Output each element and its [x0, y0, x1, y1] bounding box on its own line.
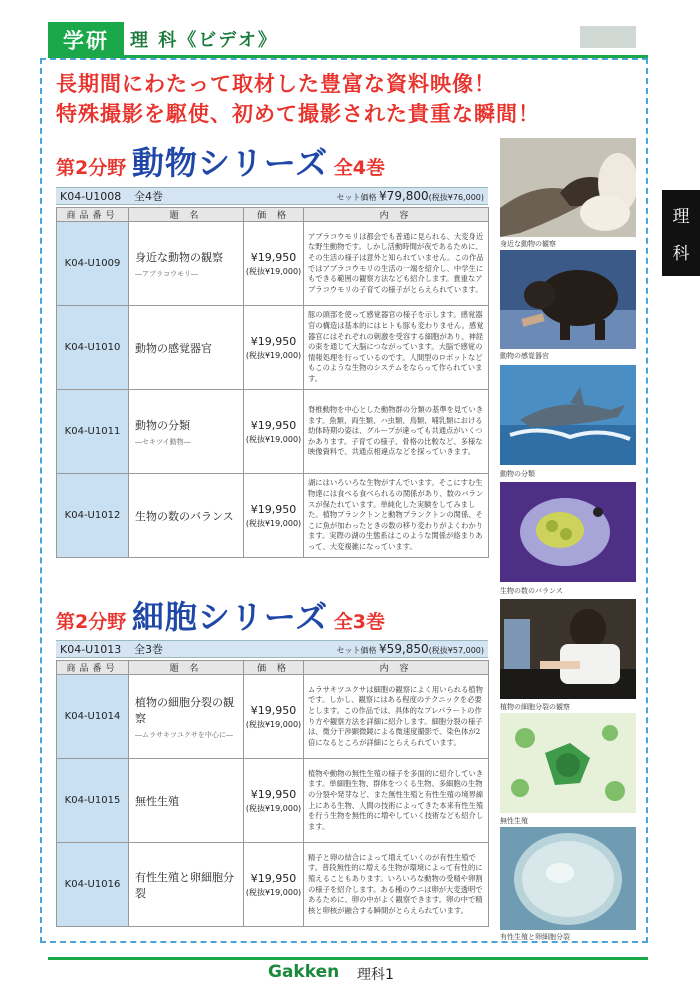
series-1-table: [56, 207, 489, 558]
photo-cells: [500, 713, 636, 813]
publisher-logo: Gakken: [268, 962, 340, 982]
product-price-cell: [244, 390, 304, 474]
set-code: K04-U1013: [60, 642, 122, 656]
series-2-set-row: [56, 640, 488, 658]
product-price-cell: [244, 843, 304, 927]
photo-caption: 生物の数のバランス: [500, 587, 563, 595]
product-title: 有性生殖と卵細胞分裂: [135, 870, 234, 900]
table-row: [57, 390, 489, 474]
product-title: 身近な動物の観察: [135, 250, 223, 264]
product-code: K04-U1012: [57, 474, 129, 558]
footer-rule: [48, 957, 648, 960]
product-description: 豚の頭部を使って感覚器官の様子を示します。感覚器官の構造は基本的にはヒトも豚も変わりません。感覚器官にはそれぞれの刺激を受容する細胞があり、神経の束を通じて大脳につながっています。大脳で感覚の情報処理を行っているのです。人間型のロボットなどもこのような生物のシステムをならって作られています。: [304, 306, 489, 390]
set-volumes: 全4巻: [134, 190, 163, 203]
product-description: 脊椎動物を中心とした動物群の分類の基準を見ていきます。魚類、両生類、ハ虫類、鳥類、哺乳類における幼体時期の姿は、グループが違っても共通点がいくつかあります。子育ての様子、骨格の比較など、多様な映像資料で、共通点相違点などを探っていきます。: [304, 390, 489, 474]
product-title-cell: [129, 843, 244, 927]
col-header-desc: 内 容: [304, 208, 489, 222]
set-price: セット価格 ¥59,850(税抜¥57,000): [336, 642, 484, 656]
product-code: K04-U1014: [57, 675, 129, 759]
table-row: [57, 306, 489, 390]
set-volumes: 全3巻: [134, 643, 163, 656]
photo-caption: 有性生殖と卵細胞分裂: [500, 933, 570, 941]
photo-student: [500, 599, 636, 699]
product-description: アブラコウモリは都会でも普通に見られる、大変身近な野生動物です。しかし活動時間が夜であるために、その生活の様子は意外と知られていません。この作品ではアブラコウモリの生活の一端を紹介し、中学生にもできる範囲の観察方法なども紹介します。貴重なアブラコウモリの子育ての様子がとらえられています。: [304, 222, 489, 306]
product-price: ¥19,950: [250, 334, 297, 348]
product-title: 動物の感覚器官: [135, 341, 212, 355]
product-subtitle: ―セキツイ動物―: [135, 437, 191, 446]
col-header-price: 価 格: [244, 661, 304, 675]
category-title: 理 科《ビデオ》: [130, 30, 278, 51]
series-2-name: 細胞シリーズ: [131, 598, 329, 636]
set-price: セット価格 ¥79,800(税抜¥76,000): [336, 189, 484, 203]
series-1-count: 全4巻: [333, 157, 386, 179]
product-subtitle: ―ムラサキツユクサを中心に―: [135, 730, 233, 739]
table-row: [57, 675, 489, 759]
product-price-cell: [244, 222, 304, 306]
product-code: K04-U1015: [57, 759, 129, 843]
col-header-title: 題 名: [129, 208, 244, 222]
table-row: [57, 222, 489, 306]
product-price-tax: (税抜¥19,000): [245, 350, 302, 360]
product-subtitle: ―アブラコウモリ―: [135, 269, 198, 278]
product-price-cell: [244, 306, 304, 390]
product-description: 精子と卵の結合によって増えていくのが有性生殖です。普段無性的に増える生物が環境によって有性的に殖えることもあります。いろいろな動物の受精や卵割の様子を紹介します。ある種のウニは卵が大変透明であるために、卵の中がよく観察できます。卵の中で精核と卵核が融合する瞬間がとらえられています。: [304, 843, 489, 927]
subject-side-tab: 理 科: [662, 190, 700, 276]
product-price-tax: (税抜¥19,000): [245, 719, 302, 729]
product-description: ムラサキツユクサは細胞の観察によく用いられる植物です。しかし、観察にはある程度のテクニックを必要とします。この作品では、具体的なプレパラートの作り方や観察方法を詳細に紹介します。細胞分裂の様子は、微分干渉顕微鏡による微速度撮影で、染色体が2倍になるところが詳細にとらえられています。: [304, 675, 489, 759]
photo-egg: [500, 827, 636, 930]
product-description: 植物や動物の無性生殖の様子を多面的に紹介していきます。単細胞生物、群体をつくる生物、多細胞の生物の分裂や発芽など、また無性生殖と有性生殖の境界線上にある生物、人間の技術によってきた本来有性生殖を行う生物を無性的に増やしていく技術なども紹介します。: [304, 759, 489, 843]
product-title: 生物の数のバランス: [135, 509, 234, 523]
headline-line-2: 特殊撮影を駆使、初めて撮影された貴重な瞬間！: [56, 102, 540, 126]
photo-plankton: [500, 482, 636, 582]
col-header-price: 価 格: [244, 208, 304, 222]
photo-caption: 無性生殖: [500, 817, 528, 825]
table-row: [57, 474, 489, 558]
product-title: 動物の分類: [135, 418, 190, 432]
category-badge: 学研: [48, 22, 124, 58]
product-price: ¥19,950: [250, 502, 297, 516]
product-price-tax: (税抜¥19,000): [245, 887, 302, 897]
photo-bat: [500, 138, 636, 237]
product-title-cell: [129, 390, 244, 474]
product-price-cell: [244, 759, 304, 843]
col-header-code: 商品番号: [57, 208, 129, 222]
product-price-tax: (税抜¥19,000): [245, 518, 302, 528]
series-1-set-row: [56, 187, 488, 205]
series-2-table: [56, 660, 489, 927]
product-price: ¥19,950: [250, 418, 297, 432]
product-title-cell: [129, 306, 244, 390]
product-price: ¥19,950: [250, 871, 297, 885]
product-title: 無性生殖: [135, 794, 179, 808]
headline-line-1: 長期間にわたって取材した豊富な資料映像！: [56, 72, 496, 96]
product-title: 植物の細胞分裂の観察: [135, 695, 234, 725]
col-header-desc: 内 容: [304, 661, 489, 675]
product-title-cell: [129, 675, 244, 759]
product-price-tax: (税抜¥19,000): [245, 803, 302, 813]
product-price-tax: (税抜¥19,000): [245, 266, 302, 276]
product-title-cell: [129, 222, 244, 306]
product-title-cell: [129, 474, 244, 558]
photo-dolphin: [500, 365, 636, 465]
photo-caption: 動物の分類: [500, 470, 535, 478]
series-2-title: [56, 592, 385, 638]
series-2-prefix: 第2分野: [56, 611, 127, 633]
table-row: [57, 843, 489, 927]
product-price-cell: [244, 675, 304, 759]
product-code: K04-U1011: [57, 390, 129, 474]
photo-caption: 身近な動物の観察: [500, 240, 556, 248]
product-code: K04-U1009: [57, 222, 129, 306]
series-2-count: 全3巻: [333, 611, 386, 633]
product-code: K04-U1016: [57, 843, 129, 927]
set-code: K04-U1008: [60, 189, 122, 203]
page-label: 理科1: [357, 967, 394, 983]
product-description: 湖にはいろいろな生物がすんでいます。そこにすむ生物達には食べる食べられるの関係があり、数のバランスが保たれています。単純化した実験をしてみました。植物プランクトンと動物プランクトンの関係、そこに魚が加わったときの数の移り変わりがよくわかります。実際の湖の生態系はこのような関係が絡まりあって、大変複雑になっています。: [304, 474, 489, 558]
product-code: K04-U1010: [57, 306, 129, 390]
series-1-name: 動物シリーズ: [131, 144, 329, 182]
col-header-title: 題 名: [129, 661, 244, 675]
series-1-title: [56, 138, 385, 184]
col-header-code: 商品番号: [57, 661, 129, 675]
product-price: ¥19,950: [250, 703, 297, 717]
bleed-through-block: [580, 26, 636, 48]
product-price: ¥19,950: [250, 250, 297, 264]
product-price-cell: [244, 474, 304, 558]
product-price-tax: (税抜¥19,000): [245, 434, 302, 444]
photo-caption: 動物の感覚器官: [500, 352, 549, 360]
series-1-prefix: 第2分野: [56, 157, 127, 179]
photo-bear: [500, 250, 636, 349]
product-title-cell: [129, 759, 244, 843]
photo-caption: 植物の細胞分裂の観察: [500, 703, 570, 711]
product-price: ¥19,950: [250, 787, 297, 801]
table-row: [57, 759, 489, 843]
